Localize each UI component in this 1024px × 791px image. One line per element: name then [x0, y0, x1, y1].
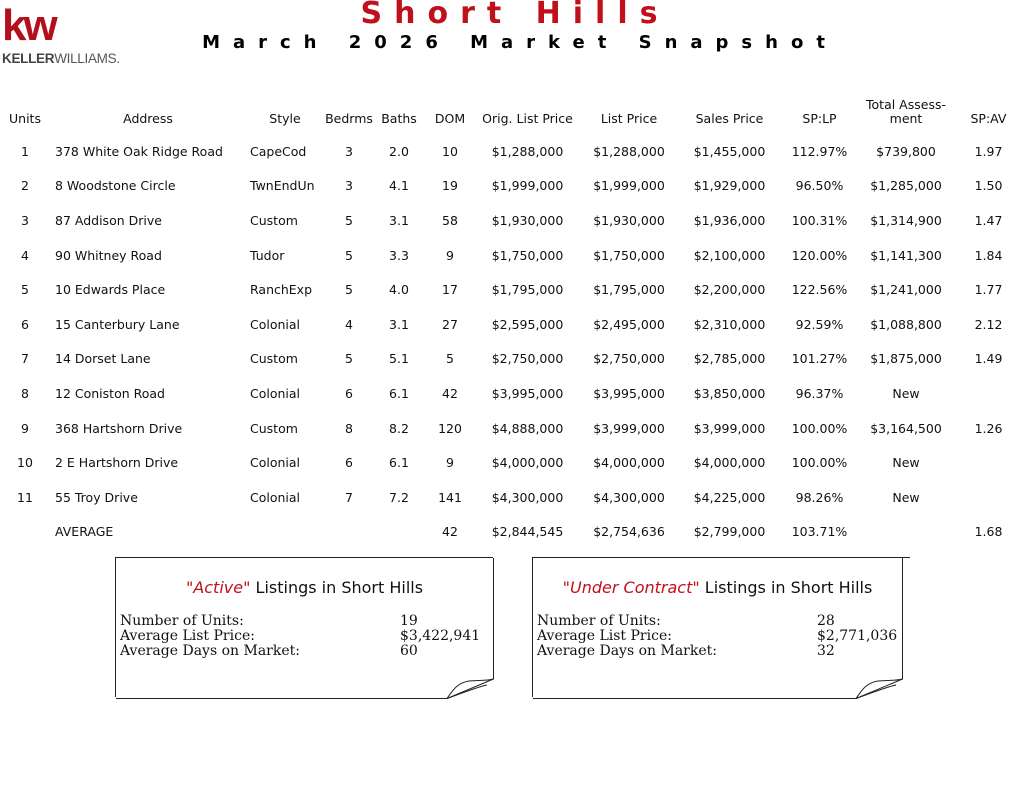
cell-dom: 10 — [442, 143, 458, 159]
cell-units: 6 — [21, 316, 29, 332]
cell-style: Colonial — [250, 385, 301, 401]
cell-style: Tudor — [250, 247, 285, 263]
cell-sp-av: 2.12 — [974, 316, 1003, 332]
cell-units: 8 — [21, 385, 29, 401]
header-sp-lp: SP:LP — [802, 111, 837, 126]
page-subtitle: March 2026 Market Snapshot — [202, 32, 838, 53]
cell-style: Colonial — [250, 316, 301, 332]
cell-units: 10 — [17, 455, 33, 471]
table-row — [0, 376, 1024, 411]
cell-sales-price: $4,225,000 — [693, 489, 766, 505]
cell-list-price: $1,288,000 — [593, 143, 665, 159]
cell-orig-list-price: $4,000,000 — [491, 455, 564, 471]
cell-sp-av — [953, 376, 1024, 411]
cell-style: Custom — [250, 212, 298, 228]
header-style: Style — [269, 111, 301, 126]
cell-list-price: $1,930,000 — [593, 212, 665, 228]
cell-sp-lp: 122.56% — [791, 282, 848, 298]
cell-sp-lp: 100.00% — [791, 455, 848, 471]
cell-sp-av: 1.68 — [974, 524, 1003, 540]
cell-total-assessment: New — [892, 385, 920, 401]
under-contract-price-value: $2,771,036 — [817, 628, 898, 644]
keller-williams-logo — [2, 1, 132, 68]
cell-address: 90 Whitney Road — [55, 247, 162, 263]
under-contract-title-rest: Listings in Short Hills — [699, 578, 873, 597]
cell-bedrooms: 4 — [345, 316, 353, 332]
cell-sp-lp: 100.00% — [791, 420, 848, 436]
cell-total-assessment: $3,164,500 — [870, 420, 942, 436]
cell-address: 55 Troy Drive — [55, 489, 138, 505]
active-price-value: $3,422,941 — [400, 628, 481, 644]
cell-total-assessment: New — [892, 489, 920, 505]
cell-sp-av: 1.84 — [974, 247, 1003, 263]
cell-sp-av: 1.77 — [974, 282, 1003, 298]
cell-style: TwnEndUn — [250, 178, 315, 194]
cell-baths: 5.1 — [389, 351, 409, 367]
cell-address: 12 Coniston Road — [55, 385, 165, 401]
cell-dom: 17 — [442, 282, 458, 298]
cell-dom: 58 — [442, 212, 458, 228]
under-contract-card-title — [533, 578, 902, 597]
cell-sp-av: 1.49 — [974, 351, 1003, 367]
cell-list-price: $3,995,000 — [593, 385, 665, 401]
cell-sp-av: 1.47 — [974, 212, 1003, 228]
cell-bedrooms: 7 — [345, 489, 353, 505]
cell-style: Custom — [250, 420, 298, 436]
table-row — [0, 411, 1024, 446]
cell-sp-lp: 100.31% — [791, 212, 848, 228]
cell-dom: 5 — [446, 351, 454, 367]
cell-sales-price: $2,200,000 — [693, 282, 766, 298]
cell-total-assessment — [859, 515, 953, 550]
cell-list-price: $4,000,000 — [593, 455, 665, 471]
cell-orig-list-price: $1,999,000 — [491, 178, 564, 194]
cell-units: 9 — [21, 420, 29, 436]
cell-baths: 2.0 — [389, 143, 409, 159]
active-price-label: Average List Price: — [120, 628, 255, 644]
cell-dom: 9 — [446, 247, 454, 263]
table-row — [0, 445, 1024, 480]
cell-address: AVERAGE — [55, 524, 114, 540]
cell-units — [0, 515, 50, 550]
active-listings-card — [115, 557, 493, 697]
cell-address: 378 White Oak Ridge Road — [55, 143, 223, 159]
active-title-highlight: "Active" — [185, 578, 251, 597]
cell-dom: 9 — [446, 455, 454, 471]
under-contract-units-value: 28 — [817, 613, 835, 629]
cell-list-price: $3,999,000 — [593, 420, 665, 436]
cell-baths: 3.3 — [389, 247, 409, 263]
cell-orig-list-price: $2,844,545 — [491, 524, 564, 540]
cell-baths: 7.2 — [389, 489, 409, 505]
cell-baths: 3.1 — [389, 316, 409, 332]
cell-baths — [374, 515, 424, 550]
cell-sales-price: $1,929,000 — [693, 178, 766, 194]
cell-sp-av: 1.97 — [974, 143, 1003, 159]
cell-bedrooms: 3 — [345, 178, 353, 194]
cell-orig-list-price: $3,995,000 — [491, 385, 564, 401]
header-units: Units — [9, 111, 41, 126]
cell-orig-list-price: $4,300,000 — [491, 489, 564, 505]
under-contract-listings-card — [532, 557, 910, 697]
cell-units: 1 — [21, 143, 29, 159]
table-row — [0, 272, 1024, 307]
cell-units: 5 — [21, 282, 29, 298]
cell-bedrooms — [324, 515, 374, 550]
cell-bedrooms: 6 — [345, 455, 353, 471]
cell-baths: 6.1 — [389, 455, 409, 471]
cell-bedrooms: 5 — [345, 212, 353, 228]
active-dom-label: Average Days on Market: — [120, 643, 300, 659]
cell-style: RanchExp — [250, 282, 313, 298]
under-contract-price-row — [537, 628, 898, 644]
cell-baths: 3.1 — [389, 212, 409, 228]
table-row — [0, 169, 1024, 204]
cell-sp-lp: 98.26% — [795, 489, 844, 505]
cell-sp-av: 1.50 — [974, 178, 1003, 194]
cell-sales-price: $3,850,000 — [693, 385, 766, 401]
header-baths: Baths — [381, 111, 417, 126]
header-bedrooms: Bedrms — [325, 111, 373, 126]
cell-orig-list-price: $4,888,000 — [491, 420, 564, 436]
header-list-price: List Price — [600, 111, 658, 126]
cell-total-assessment: $739,800 — [876, 143, 936, 159]
cell-sales-price: $3,999,000 — [693, 420, 766, 436]
cell-dom: 120 — [438, 420, 462, 436]
cell-list-price: $1,795,000 — [593, 282, 665, 298]
under-contract-units-label: Number of Units: — [537, 613, 661, 629]
cell-baths: 4.1 — [389, 178, 409, 194]
cell-sp-av — [953, 480, 1024, 515]
cell-list-price: $4,300,000 — [593, 489, 665, 505]
cell-list-price: $2,754,636 — [593, 524, 665, 540]
under-contract-dom-value: 32 — [817, 643, 835, 659]
header-address: Address — [123, 111, 173, 126]
under-contract-dom-label: Average Days on Market: — [537, 643, 717, 659]
cell-bedrooms: 5 — [345, 247, 353, 263]
cell-bedrooms: 5 — [345, 282, 353, 298]
table-row — [0, 480, 1024, 515]
cell-bedrooms: 5 — [345, 351, 353, 367]
cell-sales-price: $2,799,000 — [693, 524, 766, 540]
active-price-row — [120, 628, 481, 644]
cell-sp-lp: 92.59% — [795, 316, 844, 332]
table-row — [0, 238, 1024, 273]
logo-brand-name — [2, 51, 120, 66]
cell-style: Colonial — [250, 455, 301, 471]
under-contract-price-label: Average List Price: — [537, 628, 672, 644]
active-units-label: Number of Units: — [120, 613, 244, 629]
table-header-row — [0, 80, 1024, 134]
cell-dom: 27 — [442, 316, 458, 332]
market-snapshot-table — [0, 80, 1024, 549]
header-orig-list-price: Orig. List Price — [482, 111, 573, 126]
cell-total-assessment: $1,314,900 — [870, 212, 942, 228]
active-dom-row — [120, 643, 418, 659]
table-row — [0, 342, 1024, 377]
cell-baths: 4.0 — [389, 282, 409, 298]
cell-sp-av: 1.26 — [974, 420, 1003, 436]
cell-orig-list-price: $1,795,000 — [491, 282, 564, 298]
header-dom: DOM — [434, 111, 466, 126]
cell-orig-list-price: $2,750,000 — [491, 351, 564, 367]
cell-baths: 6.1 — [389, 385, 409, 401]
cell-total-assessment: $1,241,000 — [870, 282, 942, 298]
cell-sp-lp: 120.00% — [791, 247, 848, 263]
active-card-title — [116, 578, 493, 597]
active-units-value: 19 — [400, 613, 418, 629]
cell-address: 368 Hartshorn Drive — [55, 420, 183, 436]
cell-dom: 42 — [442, 385, 458, 401]
logo-name-rest: WILLIAMS. — [54, 51, 120, 66]
active-units-row — [120, 613, 418, 629]
header-total-assessment: Total Assess- ment — [866, 97, 946, 126]
cell-units: 4 — [21, 247, 29, 263]
cell-total-assessment: $1,875,000 — [870, 351, 942, 367]
cell-address: 15 Canterbury Lane — [55, 316, 180, 332]
under-contract-units-row — [537, 613, 835, 629]
logo-name-bold: KELLER — [2, 51, 55, 66]
cell-dom: 141 — [438, 489, 462, 505]
cell-sales-price: $4,000,000 — [693, 455, 766, 471]
cell-total-assessment: $1,141,300 — [870, 247, 942, 263]
cell-list-price: $2,750,000 — [593, 351, 665, 367]
cell-orig-list-price: $2,595,000 — [491, 316, 564, 332]
header-sp-av: SP:AV — [970, 111, 1007, 126]
cell-bedrooms: 6 — [345, 385, 353, 401]
cell-style — [246, 515, 324, 550]
cell-orig-list-price: $1,750,000 — [491, 247, 564, 263]
page-title: Short Hills — [360, 0, 670, 31]
cell-orig-list-price: $1,930,000 — [491, 212, 564, 228]
cell-total-assessment: $1,285,000 — [870, 178, 942, 194]
cell-address: 14 Dorset Lane — [55, 351, 151, 367]
cell-sales-price: $2,310,000 — [693, 316, 766, 332]
table-average-row — [0, 515, 1024, 550]
cell-sales-price: $2,785,000 — [693, 351, 766, 367]
cell-address: 2 E Hartshorn Drive — [55, 455, 179, 471]
cell-dom: 19 — [442, 178, 458, 194]
table-row — [0, 134, 1024, 169]
cell-address: 10 Edwards Place — [55, 282, 166, 298]
cell-sp-av — [953, 445, 1024, 480]
cell-dom: 42 — [442, 524, 458, 540]
under-contract-title-highlight: "Under Contract" — [562, 578, 700, 597]
table-row — [0, 307, 1024, 342]
cell-total-assessment: New — [892, 455, 920, 471]
active-title-rest: Listings in Short Hills — [250, 578, 424, 597]
cell-units: 2 — [21, 178, 29, 194]
cell-style: Custom — [250, 351, 298, 367]
cell-list-price: $1,750,000 — [593, 247, 665, 263]
header-sales-price: Sales Price — [695, 111, 764, 126]
cell-list-price: $2,495,000 — [593, 316, 665, 332]
cell-address: 87 Addison Drive — [55, 212, 162, 228]
cell-list-price: $1,999,000 — [593, 178, 665, 194]
cell-sp-lp: 103.71% — [791, 524, 848, 540]
cell-sales-price: $1,936,000 — [693, 212, 766, 228]
cell-orig-list-price: $1,288,000 — [491, 143, 564, 159]
cell-total-assessment: $1,088,800 — [870, 316, 942, 332]
cell-style: Colonial — [250, 489, 301, 505]
cell-sp-lp: 96.50% — [795, 178, 844, 194]
table-row — [0, 203, 1024, 238]
cell-sp-lp: 96.37% — [795, 385, 844, 401]
cell-style: CapeCod — [250, 143, 307, 159]
active-dom-value: 60 — [400, 643, 418, 659]
cell-baths: 8.2 — [389, 420, 409, 436]
cell-sales-price: $2,100,000 — [693, 247, 766, 263]
cell-sp-lp: 112.97% — [791, 143, 848, 159]
under-contract-dom-row — [537, 643, 835, 659]
cell-bedrooms: 3 — [345, 143, 353, 159]
cell-sales-price: $1,455,000 — [693, 143, 766, 159]
cell-units: 7 — [21, 351, 29, 367]
cell-bedrooms: 8 — [345, 420, 353, 436]
kw-logo-mark: kw — [2, 1, 55, 50]
cell-units: 3 — [21, 212, 29, 228]
cell-units: 11 — [17, 489, 33, 505]
cell-address: 8 Woodstone Circle — [55, 178, 176, 194]
cell-sp-lp: 101.27% — [791, 351, 848, 367]
